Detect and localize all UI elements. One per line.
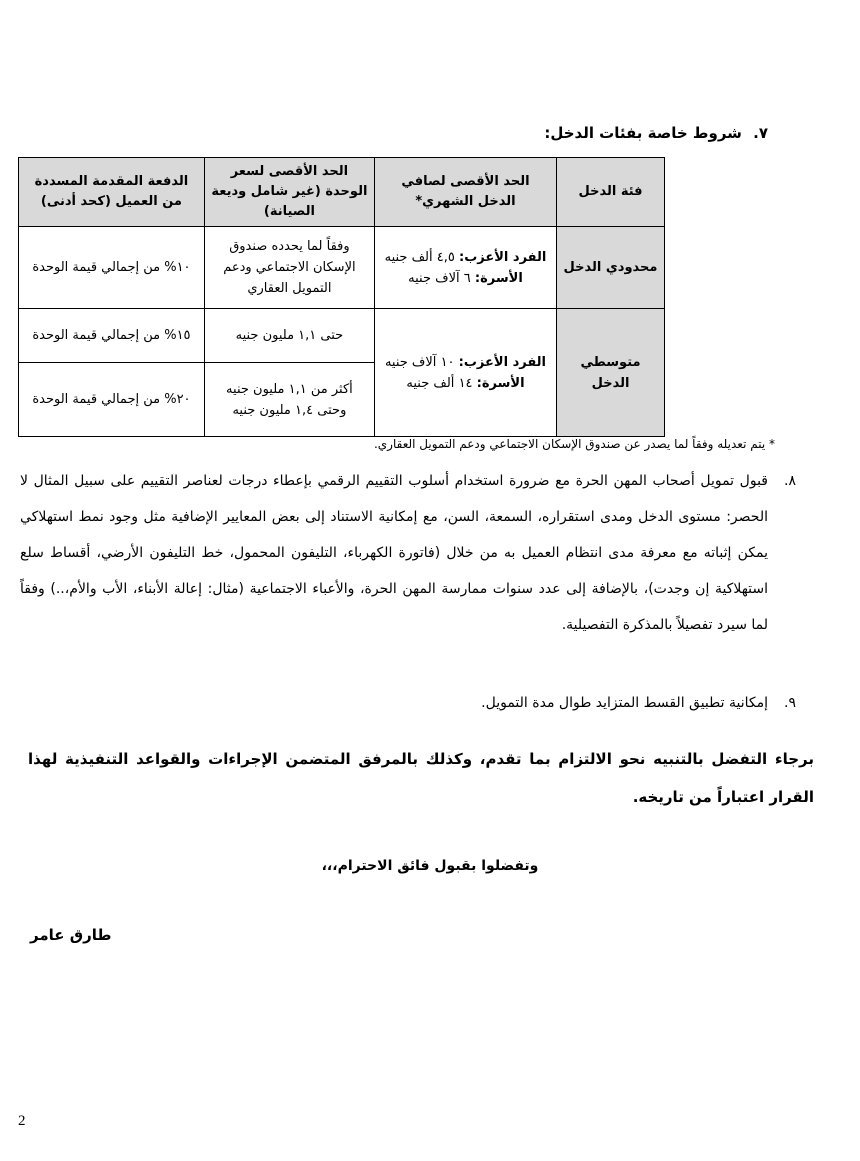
signature-name: طارق عامر <box>30 926 112 944</box>
low-income-max-net-income <box>374 227 556 309</box>
header-income-category: فئة الدخل <box>557 158 665 227</box>
low-income-single <box>381 247 550 268</box>
item-8-text: قبول تمويل أصحاب المهن الحرة مع ضرورة استخدام أسلوب التقييم الرقمي بإعطاء درجات لعناصر التقييم على سبيل المثال لا الحصر: مستوى الدخل ومدى استقراره، السمعة، السن، مع إمكانية الاستناد إلى بعض المعايير الإضافية مثل وجود نمط استهلاكي يمكن إثباته مع معرفة مدى انتظام العميل به من خلال (فاتورة الكهرباء، التليفون المحمول، خط التليفون الأرضي، أقساط سلع استهلاكية إن وجدت)، بالإضافة إلى عدد سنوات ممارسة المهن الحرة، والأعباء الاجتماعية (مثال: إعالة الأبناء، الأب والأم،..) وفقاً لما سيرد تفصيلاً بالمذكرة التفصيلية. <box>20 473 768 633</box>
family-value: ١٤ ألف جنيه <box>406 375 473 391</box>
regards-line: وتفضلوا بقبول فائق الاحترام،،، <box>321 858 539 874</box>
family-label: الأسرة: <box>474 270 523 286</box>
table-header-row <box>19 158 665 227</box>
single-label: الفرد الأعزب: <box>459 249 547 265</box>
low-income-down-payment: ١٠% من إجمالي قيمة الوحدة <box>19 227 205 309</box>
item-9-text: إمكانية تطبيق القسط المتزايد طوال مدة التمويل. <box>481 695 768 711</box>
item-9 <box>481 685 796 721</box>
middle-income-max-net-income <box>374 309 556 437</box>
closing-paragraph: برجاء التفضل بالتنبيه نحو الالتزام بما تقدم، وكذلك بالمرفق المتضمن الإجراءات والقواعد التنفيذية لهذا القرار اعتباراً من تاريخه. <box>28 750 814 806</box>
header-down-payment: الدفعة المقدمة المسددة من العميل (كحد أدنى) <box>19 158 205 227</box>
header-max-net-income: الحد الأقصى لصافي الدخل الشهري* <box>374 158 556 227</box>
family-value: ٦ آلاف جنيه <box>408 270 471 286</box>
middle-income-single <box>381 352 550 373</box>
low-income-family <box>381 268 550 289</box>
middle-income-down-payment-1: ١٥% من إجمالي قيمة الوحدة <box>19 309 205 363</box>
single-value: ٤,٥ ألف جنيه <box>384 249 455 265</box>
section-7-heading <box>544 124 768 142</box>
section-7-title: شروط خاصة بفئات الدخل: <box>544 124 742 142</box>
table-row-low-income <box>19 227 665 309</box>
middle-income-max-price-1: حتى ١,١ مليون جنيه <box>204 309 374 363</box>
middle-income-category: متوسطي الدخل <box>557 309 665 437</box>
item-9-number: ٩. <box>784 695 796 711</box>
middle-income-down-payment-2: ٢٠% من إجمالي قيمة الوحدة <box>19 363 205 437</box>
header-max-unit-price: الحد الأقصى لسعر الوحدة (غير شامل وديعة الصيانة) <box>204 158 374 227</box>
income-conditions-table <box>18 157 665 437</box>
single-label: الفرد الأعزب: <box>458 354 547 370</box>
page-number: 2 <box>18 1113 26 1129</box>
low-income-category: محدودي الدخل <box>557 227 665 309</box>
middle-income-max-price-2: أكثر من ١,١ مليون جنيه وحتى ١,٤ مليون جنيه <box>204 363 374 437</box>
section-7-number: ٧. <box>753 124 768 142</box>
middle-income-family <box>381 373 550 394</box>
single-value: ١٠ آلاف جنيه <box>384 354 455 370</box>
table-footnote: * يتم تعديله وفقاً لما يصدر عن صندوق الإسكان الاجتماعي ودعم التمويل العقاري. <box>373 437 775 451</box>
low-income-max-price: وفقاً لما يحدده صندوق الإسكان الاجتماعي ودعم التمويل العقاري <box>204 227 374 309</box>
item-8-number: ٨. <box>784 473 796 489</box>
item-8 <box>20 463 796 643</box>
table-row-middle-income-1 <box>19 309 665 363</box>
family-label: الأسرة: <box>476 375 525 391</box>
